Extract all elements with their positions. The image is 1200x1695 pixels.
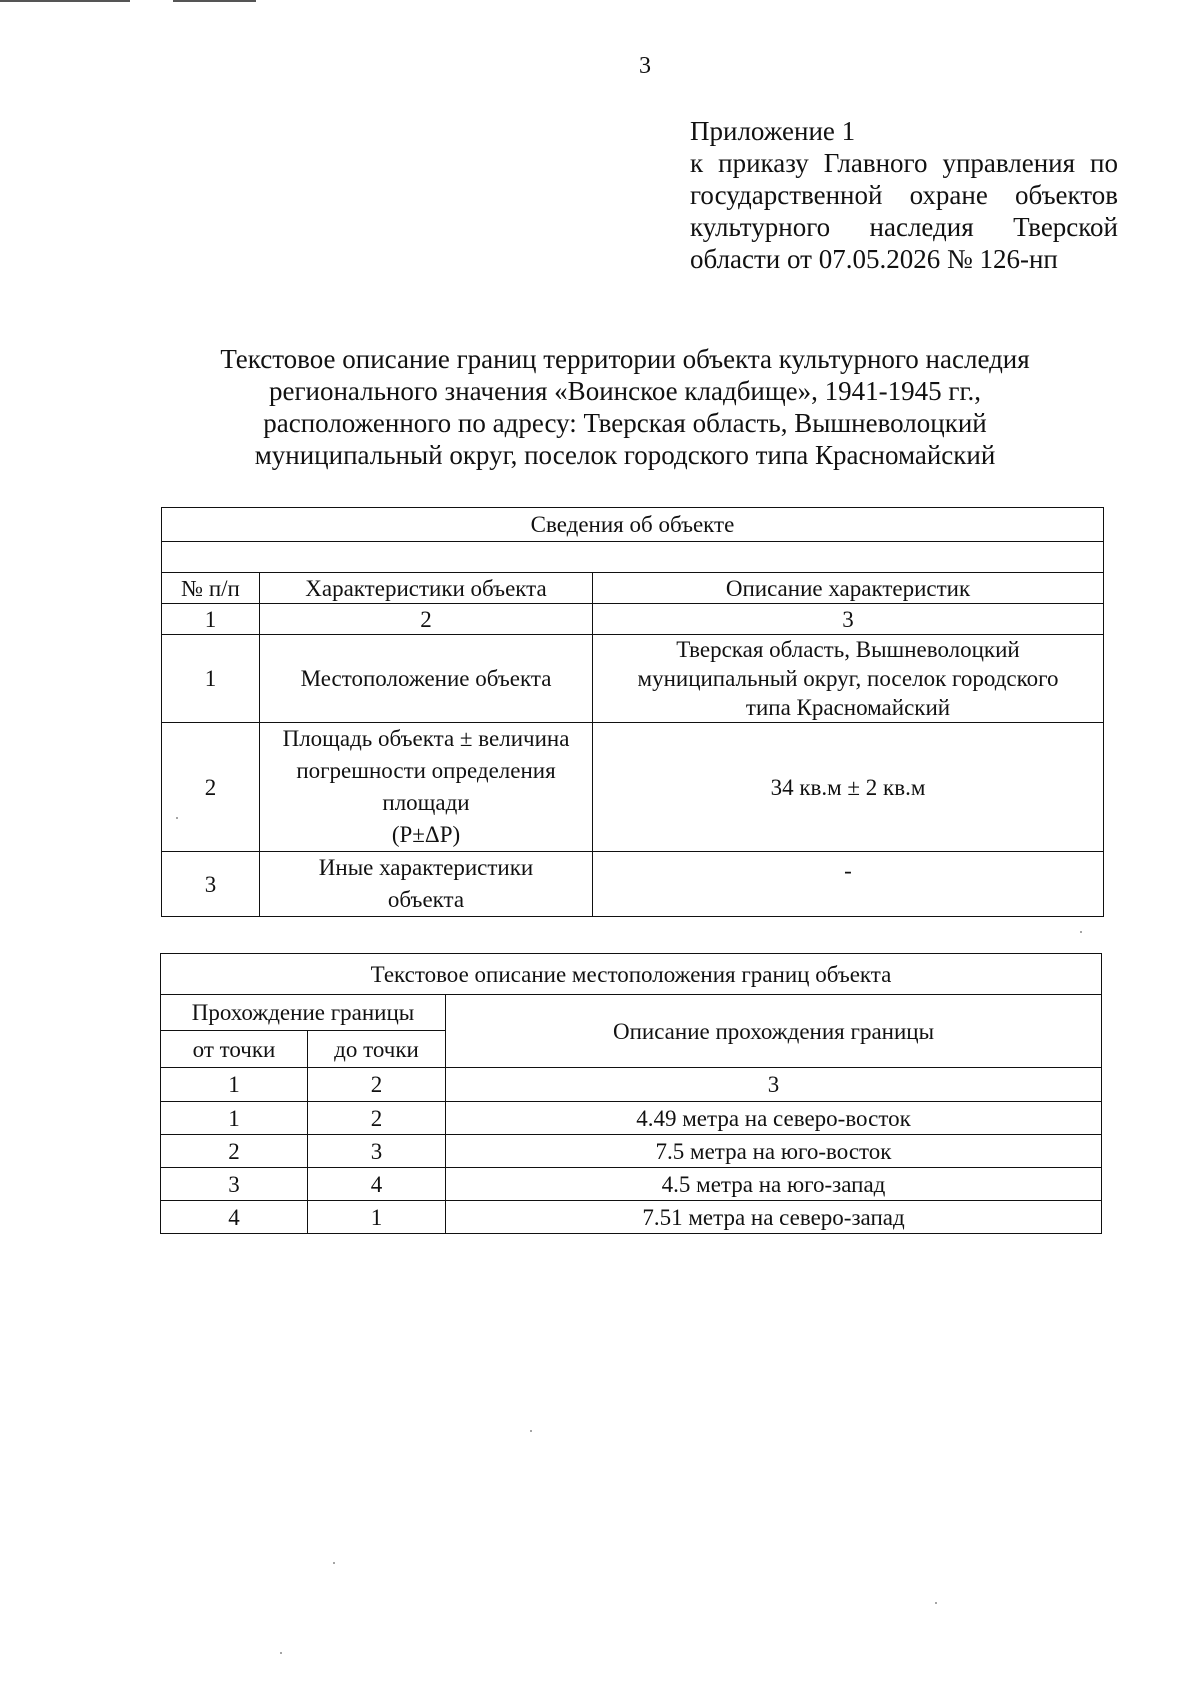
passage-description: 4.5 метра на юго-запад xyxy=(446,1168,1102,1201)
table-title-row xyxy=(162,508,1104,542)
text-line: Иные характеристики xyxy=(318,855,534,880)
document-title-line-4: муниципальный округ, поселок городского типа Красномайский xyxy=(254,440,996,470)
text-line: объекта xyxy=(387,887,465,912)
text-line: (Р±ΔР) xyxy=(391,822,461,847)
text-line: типа Красномайский xyxy=(745,695,951,720)
scan-speck xyxy=(1080,931,1082,933)
page-number: 3 xyxy=(639,53,651,79)
column-number-3: 3 xyxy=(446,1068,1102,1102)
from-point: 3 xyxy=(161,1168,308,1201)
table-title-row xyxy=(161,954,1102,995)
table-row xyxy=(162,723,1104,852)
header-boundary-passage: Прохождение границы xyxy=(161,995,446,1031)
text-line: Площадь объекта ± величина xyxy=(282,726,570,751)
to-point: 3 xyxy=(308,1135,446,1168)
to-point: 1 xyxy=(308,1201,446,1234)
from-point: 4 xyxy=(161,1201,308,1234)
border-description-table xyxy=(160,953,1102,1234)
column-number-1: 1 xyxy=(161,1068,308,1102)
object-table-empty-row xyxy=(162,542,1104,573)
column-number-1: 1 xyxy=(162,604,260,635)
scan-speck xyxy=(935,1602,937,1604)
column-number-2: 2 xyxy=(260,604,593,635)
passage-description: 7.5 метра на юго-восток xyxy=(446,1135,1102,1168)
object-info-table xyxy=(161,507,1104,917)
text-line: площади xyxy=(382,790,470,815)
header-number: № п/п xyxy=(162,573,260,604)
appendix-line-3: государственной охране объектов xyxy=(690,180,1118,210)
text-line: Местоположение объекта xyxy=(300,666,552,691)
text-line: погрешности определения xyxy=(296,758,556,783)
table-row xyxy=(161,1102,1102,1135)
text-line: Тверская область, Вышневолоцкий xyxy=(676,637,1020,662)
scan-speck xyxy=(176,817,178,819)
header-to-point: до точки xyxy=(308,1031,446,1068)
scan-speck xyxy=(530,1430,532,1432)
appendix-line-1: Приложение 1 xyxy=(690,116,856,146)
row-characteristic xyxy=(260,852,593,917)
header-characteristic: Характеристики объекта xyxy=(260,573,593,604)
column-number-row xyxy=(161,1068,1102,1102)
text-line: - xyxy=(844,858,852,883)
document-title-line-3: расположенного по адресу: Тверская область, Вышневолоцкий xyxy=(263,408,987,438)
top-edge-rule-right xyxy=(173,0,256,2)
table-row xyxy=(162,852,1104,917)
table-spacer-row xyxy=(162,542,1104,573)
document-title xyxy=(150,343,1100,471)
row-number: 2 xyxy=(162,723,260,852)
column-number-3: 3 xyxy=(593,604,1104,635)
row-characteristic xyxy=(260,723,593,852)
header-description: Описание характеристик xyxy=(593,573,1104,604)
appendix-line-4: культурного наследия Тверской xyxy=(690,212,1118,242)
table-row xyxy=(161,1135,1102,1168)
text-line: муниципальный округ, поселок городского xyxy=(637,666,1059,691)
header-from-point: от точки xyxy=(161,1031,308,1068)
from-point: 1 xyxy=(161,1102,308,1135)
table-row xyxy=(161,1168,1102,1201)
appendix-line-5: области от 07.05.2026 № 126-нп xyxy=(690,244,1058,274)
row-characteristic xyxy=(260,635,593,723)
appendix-header xyxy=(690,115,1118,275)
object-table-title: Сведения об объекте xyxy=(162,508,1104,542)
row-description xyxy=(593,635,1104,723)
scan-speck xyxy=(280,1652,282,1654)
header-passage-description: Описание прохождения границы xyxy=(446,995,1102,1068)
row-number: 1 xyxy=(162,635,260,723)
passage-description: 4.49 метра на северо-восток xyxy=(446,1102,1102,1135)
row-number: 3 xyxy=(162,852,260,917)
scan-speck xyxy=(333,1562,335,1564)
document-title-line-1: Текстовое описание границ территории объекта культурного наследия xyxy=(220,344,1030,374)
text-line: 34 кв.м ± 2 кв.м xyxy=(770,774,926,800)
column-number-2: 2 xyxy=(308,1068,446,1102)
passage-description: 7.51 метра на северо-запад xyxy=(446,1201,1102,1234)
table-row xyxy=(162,635,1104,723)
column-number-row xyxy=(162,604,1104,635)
row-description xyxy=(593,852,1104,917)
border-table-title: Текстовое описание местоположения границ объекта xyxy=(161,954,1102,995)
top-edge-rule-left xyxy=(0,0,130,2)
to-point: 4 xyxy=(308,1168,446,1201)
appendix-line-2: к приказу Главного управления по xyxy=(690,148,1118,178)
to-point: 2 xyxy=(308,1102,446,1135)
from-point: 2 xyxy=(161,1135,308,1168)
table-header-row xyxy=(161,995,1102,1031)
document-title-line-2: регионального значения «Воинское кладбище», 1941-1945 гг., xyxy=(268,376,982,406)
table-row xyxy=(161,1201,1102,1234)
table-header-row xyxy=(162,573,1104,604)
row-description xyxy=(593,723,1104,852)
